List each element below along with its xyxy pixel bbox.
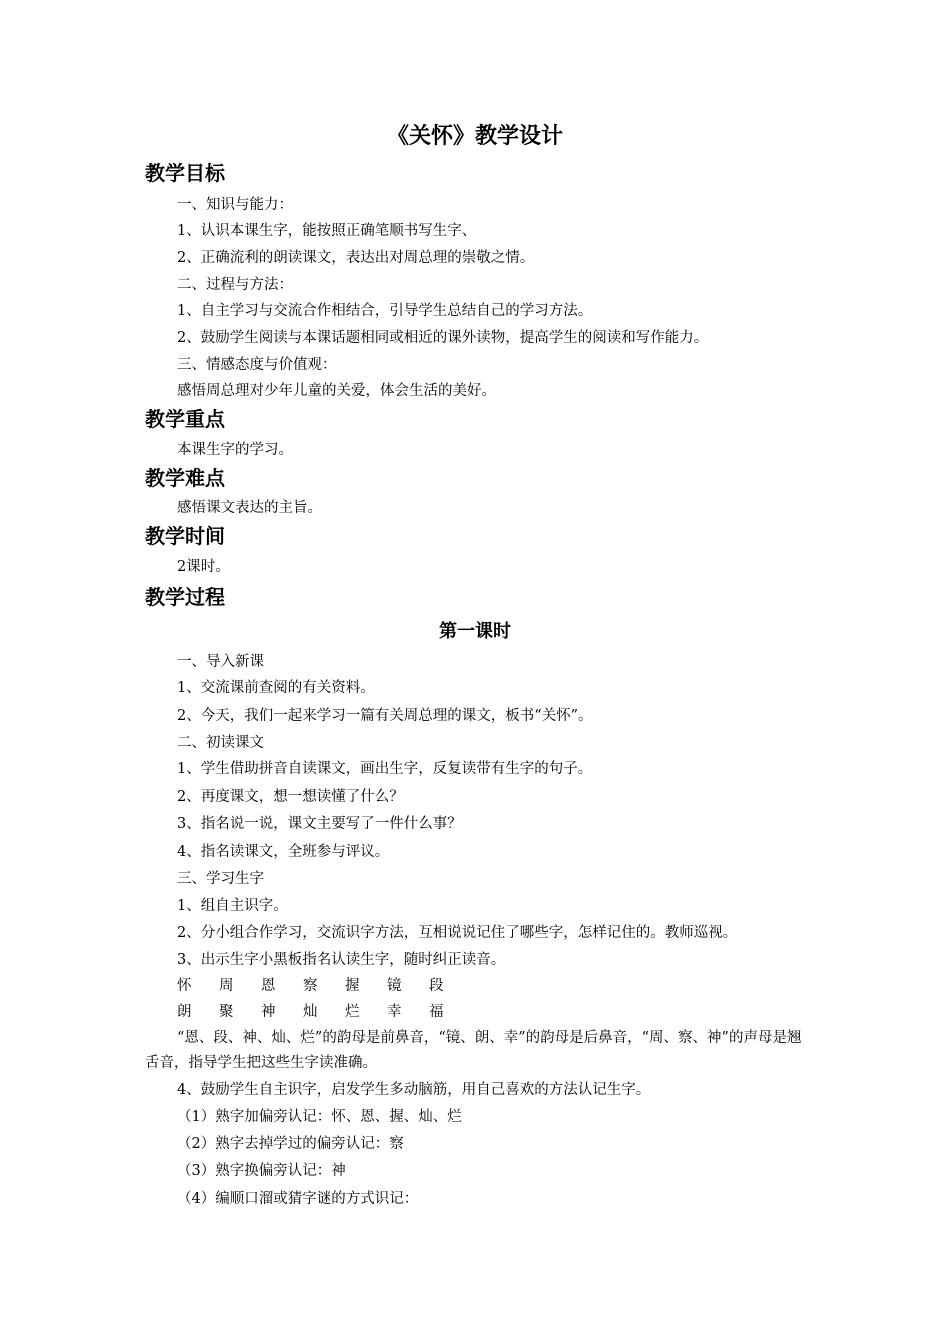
process-line: （3）熟字换偏旁认记：神 xyxy=(177,1163,346,1179)
char: 周 xyxy=(219,978,234,994)
process-line: 一、导入新课 xyxy=(177,654,264,670)
char: 灿 xyxy=(303,1004,318,1020)
char: 恩 xyxy=(261,978,276,994)
process-line: 2、今天，我们一起来学习一篇有关周总理的课文，板书“关怀”。 xyxy=(177,708,593,724)
char: 烂 xyxy=(345,1004,360,1020)
process-line: 3、出示生字小黑板指名认读生字，随时纠正读音。 xyxy=(177,952,506,968)
char: 聚 xyxy=(219,1004,234,1020)
process-line: （2）熟字去掉学过的偏旁认记：察 xyxy=(177,1136,404,1152)
heading-process: 教学过程 xyxy=(145,585,225,609)
process-line: 2、再度课文，想一想读懂了什么？ xyxy=(177,789,404,805)
pronunciation-note: “恩、段、神、灿、烂”的韵母是前鼻音，“镜、朗、幸”的韵母是后鼻音，“周、察、神”的声母是翘舌音，指导学生把这些生字读准确。 xyxy=(145,1030,802,1071)
char: 福 xyxy=(429,1004,444,1020)
heading-goals: 教学目标 xyxy=(145,161,225,185)
lesson-title: 第一课时 xyxy=(439,621,511,642)
process-line: （4）编顺口溜或猜字谜的方式识记： xyxy=(177,1191,419,1207)
char: 察 xyxy=(303,978,318,994)
heading-time: 教学时间 xyxy=(145,524,225,548)
goals-line: 2、正确流利的朗读课文，表达出对周总理的崇敬之情。 xyxy=(177,250,535,266)
process-line: 2、分小组合作学习，交流识字方法，互相说说记住了哪些字，怎样记住的。教师巡视。 xyxy=(177,925,738,941)
goals-line: 2、鼓励学生阅读与本课话题相同或相近的课外读物，提高学生的阅读和写作能力。 xyxy=(177,330,709,346)
process-line: 4、鼓励学生自主识字，启发学生多动脑筋，用自己喜欢的方法认记生字。 xyxy=(177,1082,651,1098)
char: 朗 xyxy=(177,1004,192,1020)
goals-line: 三、情感态度与价值观： xyxy=(177,357,337,373)
char-row-2 xyxy=(177,1001,471,1023)
char-row-1 xyxy=(177,975,471,997)
key-text: 本课生字的学习。 xyxy=(177,442,293,458)
document-title: 《关怀》教学设计 xyxy=(386,124,563,149)
process-line: 三、学习生字 xyxy=(177,871,264,887)
time-text: 2课时。 xyxy=(177,559,230,575)
goals-line: 1、认识本课生字，能按照正确笔顺书写生字、 xyxy=(177,223,477,239)
char: 神 xyxy=(261,1004,276,1020)
process-line: （1）熟字加偏旁认记：怀、恩、握、灿、烂 xyxy=(177,1109,462,1125)
process-line: 1、学生借助拼音自读课文，画出生字，反复读带有生字的句子。 xyxy=(177,761,593,777)
char: 握 xyxy=(345,978,360,994)
process-line: 二、初读课文 xyxy=(177,735,264,751)
goals-line: 一、知识与能力： xyxy=(177,197,293,213)
process-line: 4、指名读课文，全班参与评议。 xyxy=(177,844,390,860)
heading-key: 教学重点 xyxy=(145,407,225,431)
goals-line: 二、过程与方法： xyxy=(177,277,293,293)
heading-difficulty: 教学难点 xyxy=(145,466,225,490)
process-line: 3、指名说一说，课文主要写了一件什么事？ xyxy=(177,816,462,832)
process-line: 1、组自主识字。 xyxy=(177,898,288,914)
char: 段 xyxy=(429,978,444,994)
char: 幸 xyxy=(387,1004,402,1020)
goals-line: 感悟周总理对少年儿童的关爱，体会生活的美好。 xyxy=(177,383,496,399)
char: 怀 xyxy=(177,978,192,994)
char: 镜 xyxy=(387,978,402,994)
process-line: 1、交流课前查阅的有关资料。 xyxy=(177,680,375,696)
goals-line: 1、自主学习与交流合作相结合，引导学生总结自己的学习方法。 xyxy=(177,303,593,319)
difficulty-text: 感悟课文表达的主旨。 xyxy=(177,500,322,516)
